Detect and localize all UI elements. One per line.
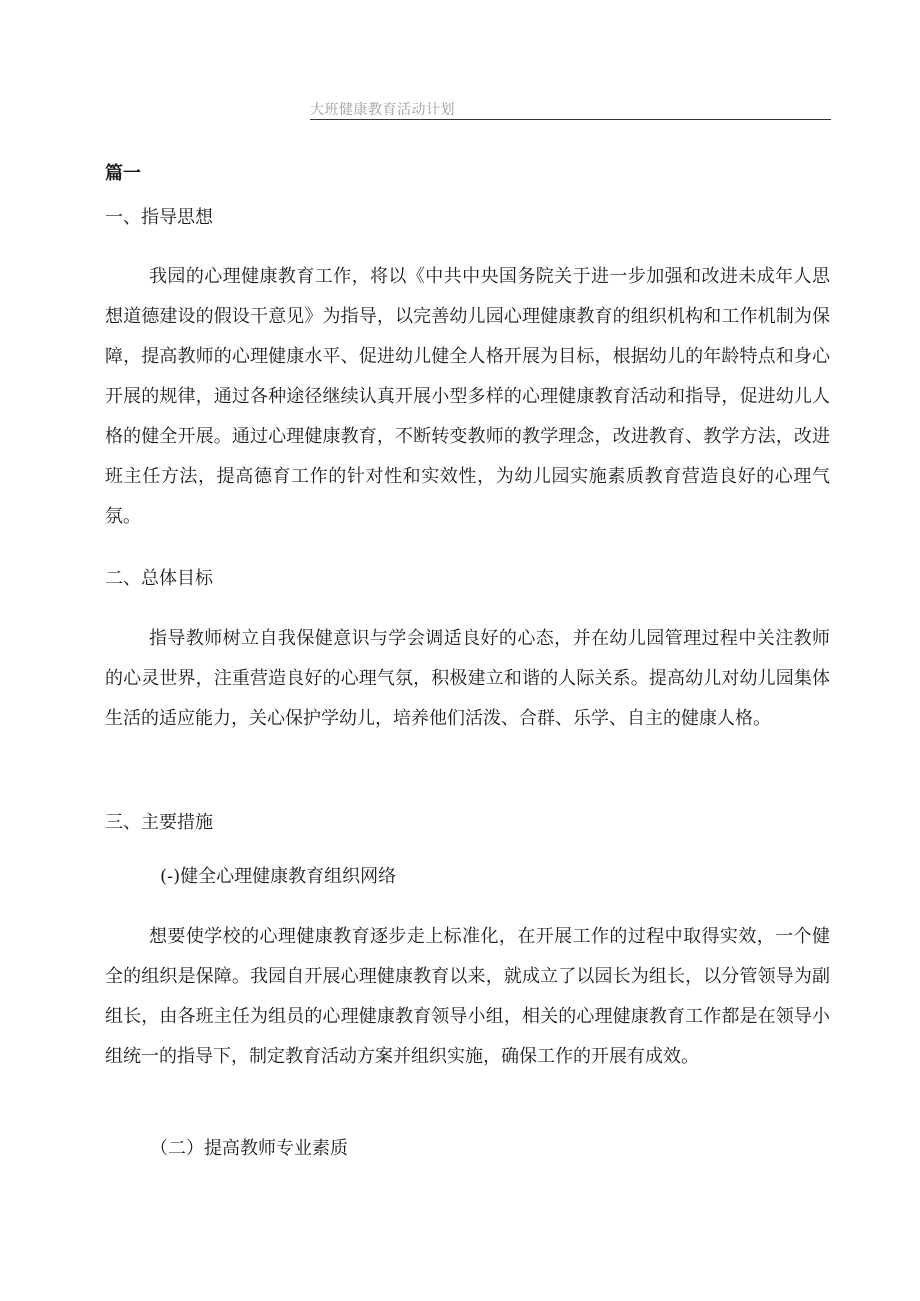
paragraph-organization-network: 想要使学校的心理健康教育逐步走上标准化，在开展工作的过程中取得实效，一个健全的组织是保障。我园自开展心理健康教育以来，就成立了以园长为组长，以分管领导为副组长，由各班主任为组员的心理健康教育领导小组，相关的心理健康教育工作都是在领导小组统一的指导下，制定教育活动方案并组织实施，确保工作的开展有成效。 — [105, 926, 830, 1067]
section-title: 篇一 — [105, 163, 141, 184]
page-header-title: 大班健康教育活动计划 — [310, 102, 455, 118]
heading-main-measures: 三、主要措施 — [105, 812, 213, 833]
heading-overall-goals: 二、总体目标 — [105, 568, 213, 589]
paragraph-overall-goals: 指导教师树立自我保健意识与学会调适良好的心态，并在幼儿园管理过程中关注教师的心灵世界，注重营造良好的心理气氛，积极建立和谐的人际关系。提高幼儿对幼儿园集体生活的适应能力，关心保护学幼儿，培养他们活泼、合群、乐学、自主的健康人格。 — [105, 628, 830, 729]
paragraph-guiding-ideology: 我园的心理健康教育工作，将以《中共中央国务院关于进一步加强和改进未成年人思想道德建设的假设干意见》为指导，以完善幼儿园心理健康教育的组织机构和工作机制为保障，提高教师的心理健康水平、促进幼儿健全人格开展为目标，根据幼儿的年龄特点和身心开展的规律，通过各种途径继续认真开展小型多样的心理健康教育活动和指导，促进幼儿人格的健全开展。通过心理健康教育，不断转变教师的教学理念，改进教育、教学方法，改进班主任方法，提高德育工作的针对性和实效性，为幼儿园实施素质教育营造良好的心理气氛。 — [105, 266, 830, 527]
page-header — [310, 97, 831, 120]
heading-guiding-ideology: 一、指导思想 — [105, 207, 213, 228]
subheading-teacher-quality: （二）提高教师专业素质 — [150, 1138, 348, 1159]
subheading-organization-network: (-)健全心理健康教育组织网络 — [160, 866, 397, 887]
